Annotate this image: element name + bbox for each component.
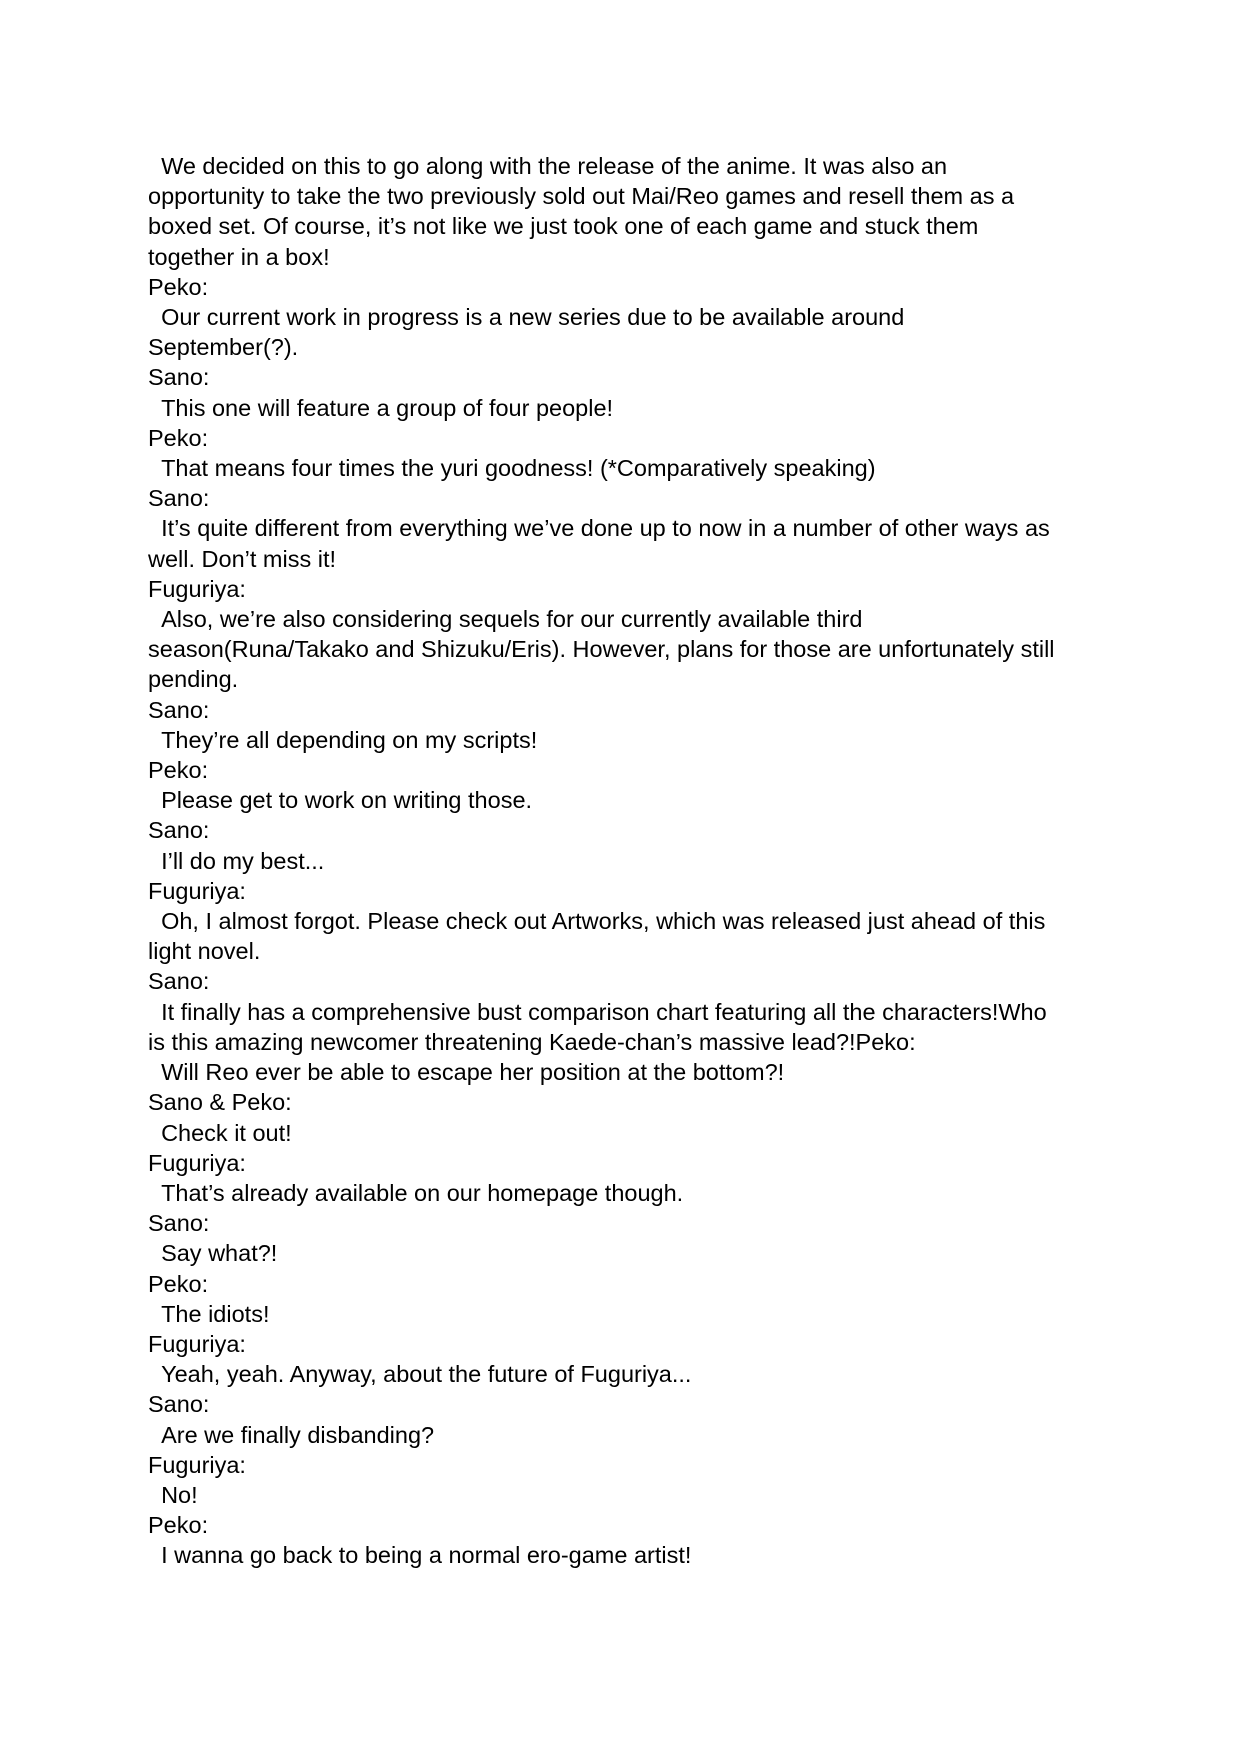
speaker-label: Sano: [148, 696, 210, 723]
text-line: Oh, I almost forgot. Please check out Artworks, which was released just ahead of this [148, 908, 1046, 935]
speaker-label: Fuguriya: [148, 877, 246, 904]
speaker-label: Sano: [148, 1210, 210, 1237]
text-line: It finally has a comprehensive bust comparison chart featuring all the characters!Who [148, 998, 1047, 1025]
text-line: That’s already available on our homepage though. [148, 1179, 684, 1206]
text-line: boxed set. Of course, it’s not like we just took one of each game and stuck them [148, 213, 979, 240]
text-line: September(?). [148, 334, 299, 361]
speaker-label: Fuguriya: [148, 1451, 246, 1478]
text-line: is this amazing newcomer threatening Kaede-chan’s massive lead?!Peko: [148, 1028, 916, 1055]
text-line: season(Runa/Takako and Shizuku/Eris). However, plans for those are unfortunately still [148, 636, 1055, 663]
text-line: light novel. [148, 938, 261, 965]
text-line: I wanna go back to being a normal ero-game artist! [148, 1542, 692, 1569]
speaker-label: Sano: [148, 1391, 210, 1418]
speaker-label: Sano & Peko: [148, 1089, 292, 1116]
text-line: We decided on this to go along with the release of the anime. It was also an [148, 153, 948, 179]
speaker-label: Peko: [148, 1270, 209, 1297]
text-line: They’re all depending on my scripts! [148, 726, 538, 753]
text-line: Say what?! [148, 1240, 278, 1267]
text-line: together in a box! [148, 243, 330, 270]
text-line: well. Don’t miss it! [148, 545, 337, 572]
speaker-label: Fuguriya: [148, 575, 246, 602]
text-line: Also, we’re also considering sequels for our currently available third [148, 606, 863, 633]
text-line: opportunity to take the two previously sold out Mai/Reo games and resell them as a [148, 183, 1015, 210]
text-line: Will Reo ever be able to escape her position at the bottom?! [148, 1059, 785, 1086]
speaker-label: Peko: [148, 424, 209, 451]
speaker-label: Sano: [148, 968, 210, 995]
text-line: pending. [148, 666, 239, 693]
document-page [148, 151, 1108, 1571]
speaker-label: Sano: [148, 485, 210, 512]
speaker-label: Fuguriya: [148, 1330, 246, 1357]
speaker-label: Peko: [148, 757, 209, 784]
speaker-label: Sano: [148, 817, 210, 844]
text-line: No! [148, 1481, 198, 1508]
text-line: Our current work in progress is a new series due to be available around [148, 304, 905, 331]
text-line: Please get to work on writing those. [148, 787, 533, 814]
text-line: Yeah, yeah. Anyway, about the future of Fuguriya... [148, 1361, 692, 1388]
text-line: That means four times the yuri goodness! (*Comparatively speaking) [148, 455, 876, 482]
speaker-label: Sano: [148, 364, 210, 391]
text-line: Check it out! [148, 1119, 292, 1146]
text-line: This one will feature a group of four people! [148, 394, 614, 421]
text-line: Are we finally disbanding? [148, 1421, 435, 1448]
text-line: It’s quite different from everything we’ve done up to now in a number of other ways as [148, 515, 1050, 542]
text-line: The idiots! [148, 1300, 270, 1327]
speaker-label: Peko: [148, 273, 209, 300]
speaker-label: Fuguriya: [148, 1149, 246, 1176]
speaker-label: Peko: [148, 1512, 209, 1539]
text-line: I’ll do my best... [148, 847, 325, 874]
